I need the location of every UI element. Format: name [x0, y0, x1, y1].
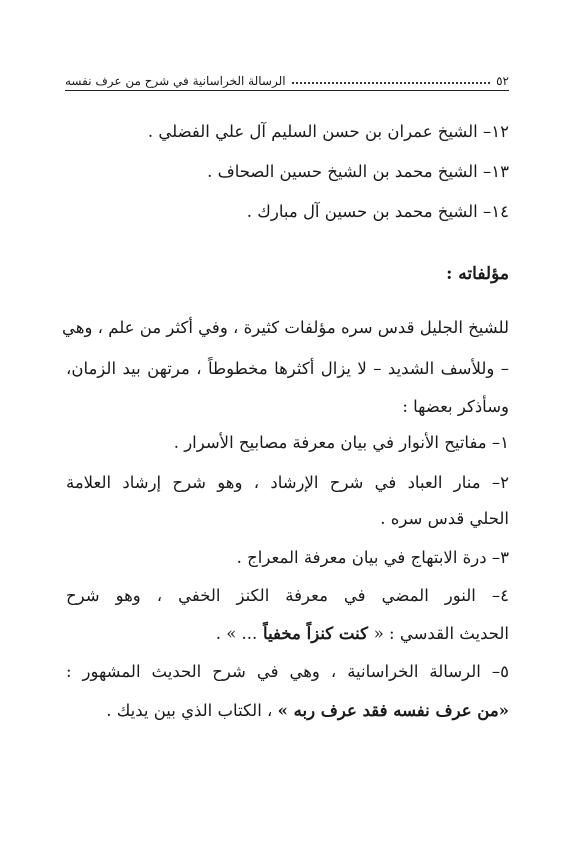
work-item-3: ٣– درة الابتهاج في بيان معرفة المعراج . — [236, 548, 509, 567]
intro-line-3: وسأذكر بعضها : — [402, 397, 509, 416]
student-line-13: ١٣– الشيخ محمد بن الشيخ حسين الصحاف . — [207, 162, 509, 181]
section-title-works: مؤلفاته : — [446, 264, 509, 284]
work-item-2-line-2: الحلي قدس سره . — [380, 509, 509, 528]
student-line-12: ١٢– الشيخ عمران بن حسن السليم آل علي الفضلي . — [147, 122, 509, 141]
running-title: الرسالة الخراسانية في شرح من عرف نفسه — [65, 74, 286, 88]
running-header — [65, 66, 509, 91]
work-item-5-tail: ، الكتاب الذي بين يديك . — [106, 701, 278, 720]
work-item-4-quote-open: الحديث القدسي : « — [373, 624, 509, 643]
work-item-1: ١– مفاتيح الأنوار في بيان معرفة مصابيح الأسرار . — [173, 433, 509, 452]
intro-line-2: – وللأسف الشديد – لا يزال أكثرها مخطوطاً ، مرتهن بيد الزمان، — [66, 359, 509, 378]
work-item-4-line-1: ٤– النور المضي في معرفة الكنز الخفي ، وهو شرح — [66, 586, 509, 605]
work-item-4-line-2 — [66, 622, 509, 646]
header-dotted-leader — [292, 82, 491, 84]
student-line-14: ١٤– الشيخ محمد بن حسين آل مبارك . — [246, 202, 509, 221]
work-item-4-quote-bold: كنت كنزاً مخفياً — [257, 624, 374, 643]
work-item-5-line-1: ٥– الرسالة الخراسانية ، وهي في شرح الحديث المشهور : — [66, 662, 509, 681]
work-item-2-line-1: ٢– منار العباد في شرح الإرشاد ، وهو شرح إرشاد العلامة — [66, 473, 509, 492]
work-item-5-line-2 — [66, 699, 509, 723]
page-number: ٥٢ — [496, 74, 509, 88]
intro-line-1: للشيخ الجليل قدس سره مؤلفات كثيرة ، وفي أكثر من علم ، وهي — [62, 318, 509, 337]
work-item-5-hadith-bold: «من عرف نفسه فقد عرف ربه » — [277, 701, 509, 720]
work-item-4-quote-close: ... » . — [215, 624, 258, 643]
